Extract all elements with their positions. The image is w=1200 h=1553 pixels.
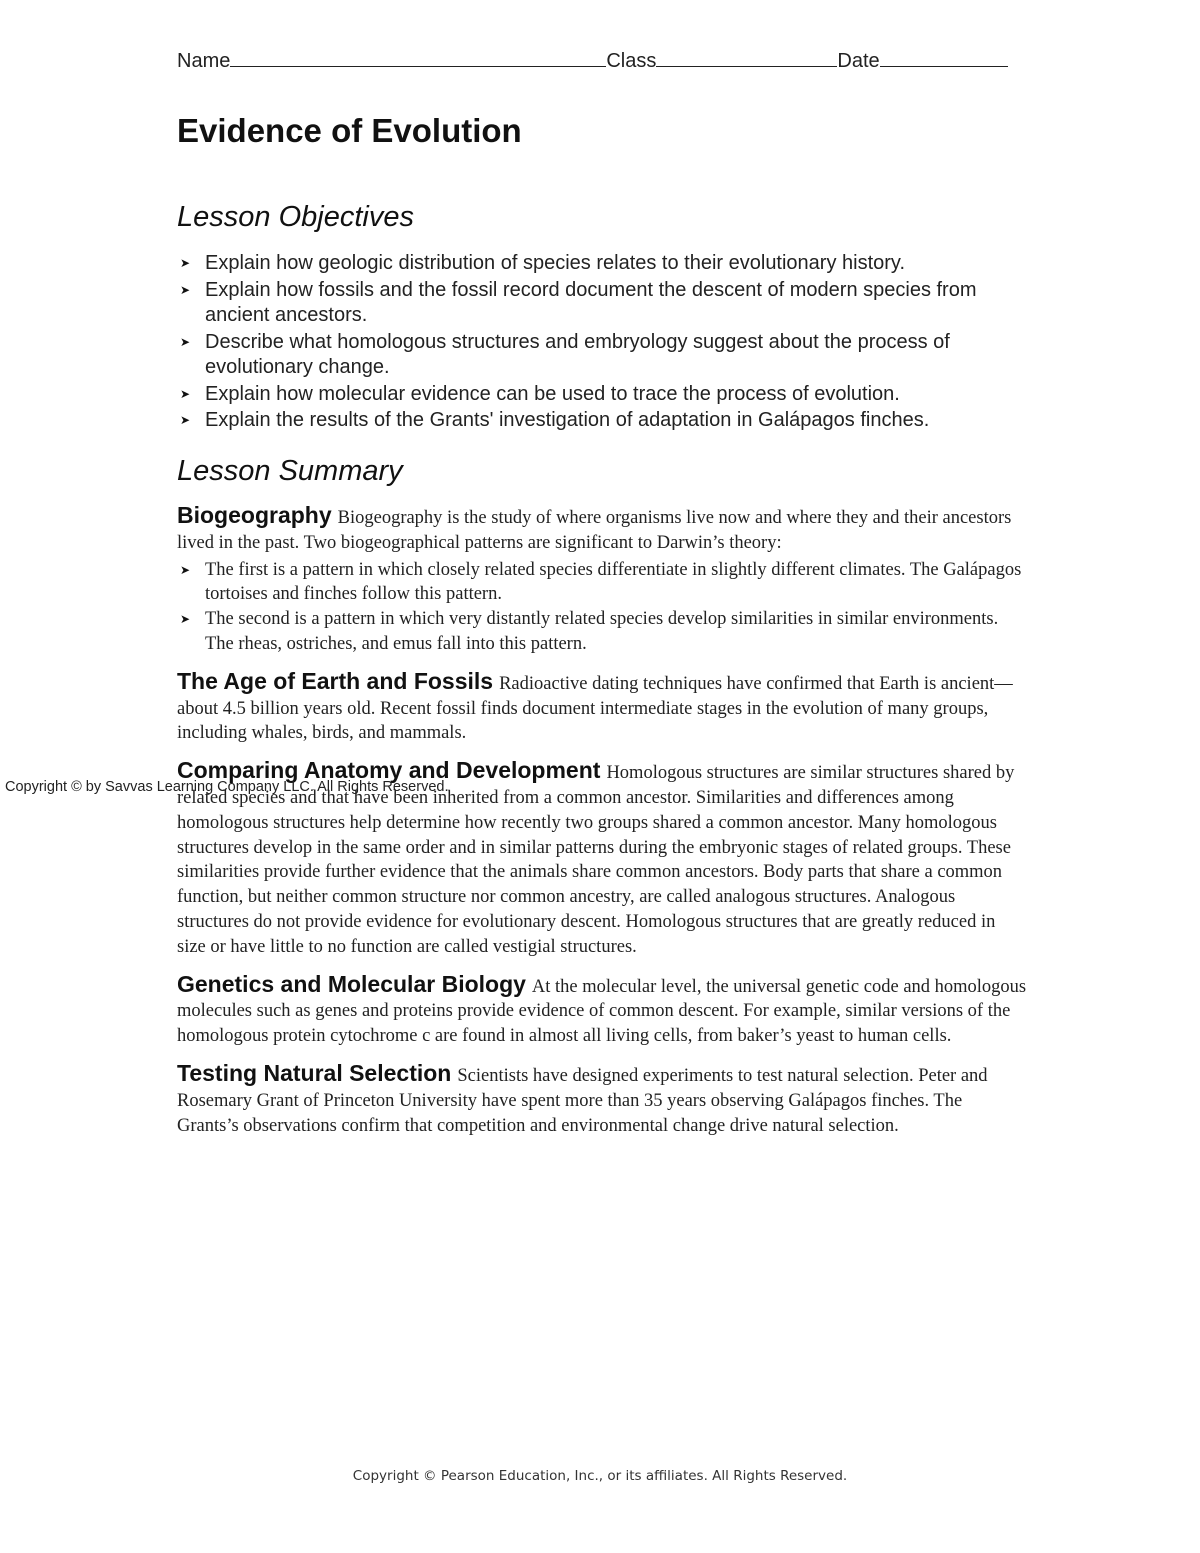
biogeography-title: Biogeography xyxy=(177,502,332,528)
genetics-title: Genetics and Molecular Biology xyxy=(177,970,526,997)
objective-item: ➤ Describe what homologous structures and embryology suggest about the process of evolutionary change. xyxy=(180,330,950,378)
arrow-bullet-icon: ➤ xyxy=(180,386,191,401)
arrow-bullet-icon: ➤ xyxy=(180,334,191,349)
name-field[interactable] xyxy=(230,48,606,67)
biogeography-bullet: ➤ The second is a pattern in which very distantly related species develop similarities in similar environments. The rheas, ostriches, and emus fall into this pattern. xyxy=(180,609,999,654)
header-fields xyxy=(177,48,1027,73)
arrow-bullet-icon: ➤ xyxy=(180,256,191,270)
footer-copyright: Copyright © Pearson Education, Inc., or its affiliates. All Rights Reserved. xyxy=(352,1468,848,1484)
testing-paragraph xyxy=(177,1061,1027,1138)
age-of-earth-title: The Age of Earth and Fossils xyxy=(177,667,494,694)
summary-heading: Lesson Summary xyxy=(177,455,403,487)
genetics-text: At the molecular level, the universal genetic code and homologous molecules such as genes and proteins provide evidence of common descent. For example, similar versions of the homologous protein cytochrome c are found in almost all living cells, from baker’s yeast to human cells. xyxy=(177,976,1027,1047)
genetics-paragraph xyxy=(177,972,1027,1049)
side-copyright: Copyright © by Savvas Learning Company LLC. All Rights Reserved. xyxy=(5,779,449,795)
biogeography-bullet: ➤ The first is a pattern in which closely related species differentiate in slightly different climates. The Galápagos tortoises and finches follow this pattern. xyxy=(180,559,1022,605)
class-label: Class xyxy=(606,50,657,72)
testing-text: Scientists have designed experiments to test natural selection. Peter and Rosemary Grant of Princeton University have spent more than 35 years observing Galápagos finches. The Grants’s observations confirm that competition and environmental change drive natural selection. xyxy=(177,1065,988,1136)
date-label: Date xyxy=(837,50,880,72)
lesson-summary xyxy=(177,503,1027,1150)
arrow-bullet-icon: ➤ xyxy=(180,612,191,627)
biogeography-text: Biogeography is the study of where organisms live now and where they and their ancestors lived in the past. Two biogeographical patterns are significant to Darwin’s theory: xyxy=(177,508,1012,553)
objective-item: ➤ Explain how molecular evidence can be used to trace the process of evolution. xyxy=(177,382,1037,408)
page-title: Evidence of Evolution xyxy=(177,112,522,149)
class-field[interactable] xyxy=(656,48,837,67)
objective-item: ➤ Explain how fossils and the fossil record document the descent of modern species from ancient ancestors. xyxy=(180,278,977,326)
age-of-earth-paragraph xyxy=(177,669,1027,746)
objectives-list xyxy=(177,251,1037,435)
name-label: Name xyxy=(177,50,231,72)
comparing-anatomy-title: Comparing Anatomy and Development xyxy=(177,757,601,784)
biogeography-paragraph xyxy=(177,503,1027,556)
biogeography-bullets xyxy=(177,558,1027,657)
testing-title: Testing Natural Selection xyxy=(177,1059,452,1086)
arrow-bullet-icon: ➤ xyxy=(180,282,191,297)
comparing-anatomy-text: Homologous structures are similar structures shared by related species and that have been inherited from a common ancestor. Similarities and differences among homologous structures help determine how recently two groups shared a common ancestor. Many homologous structures develop in the same order and in similar patterns during the embryonic stages of related groups. These similarities provide further evidence that the animals share common ancestors. Body parts that share a common function, but neither common structure nor common ancestry, are called analogous structures. Analogous structures do not provide evidence for evolutionary descent. Homologous structures that are greatly reduced in size or have little to no function are called vestigial structures. xyxy=(177,763,1015,957)
age-of-earth-text: Radioactive dating techniques have confirmed that Earth is ancient—about 4.5 billion years old. Recent fossil finds document intermediate stages in the evolution of many groups, including whales, birds, and mammals. xyxy=(177,673,1013,744)
date-field[interactable] xyxy=(880,48,1008,67)
objectives-heading: Lesson Objectives xyxy=(177,201,414,233)
arrow-bullet-icon: ➤ xyxy=(180,413,191,427)
objective-item: ➤ Explain how geologic distribution of species relates to their evolutionary history. xyxy=(177,251,1037,277)
objective-item: ➤ Explain the results of the Grants' investigation of adaptation in Galápagos finches. xyxy=(177,408,1037,434)
arrow-bullet-icon: ➤ xyxy=(180,562,191,577)
